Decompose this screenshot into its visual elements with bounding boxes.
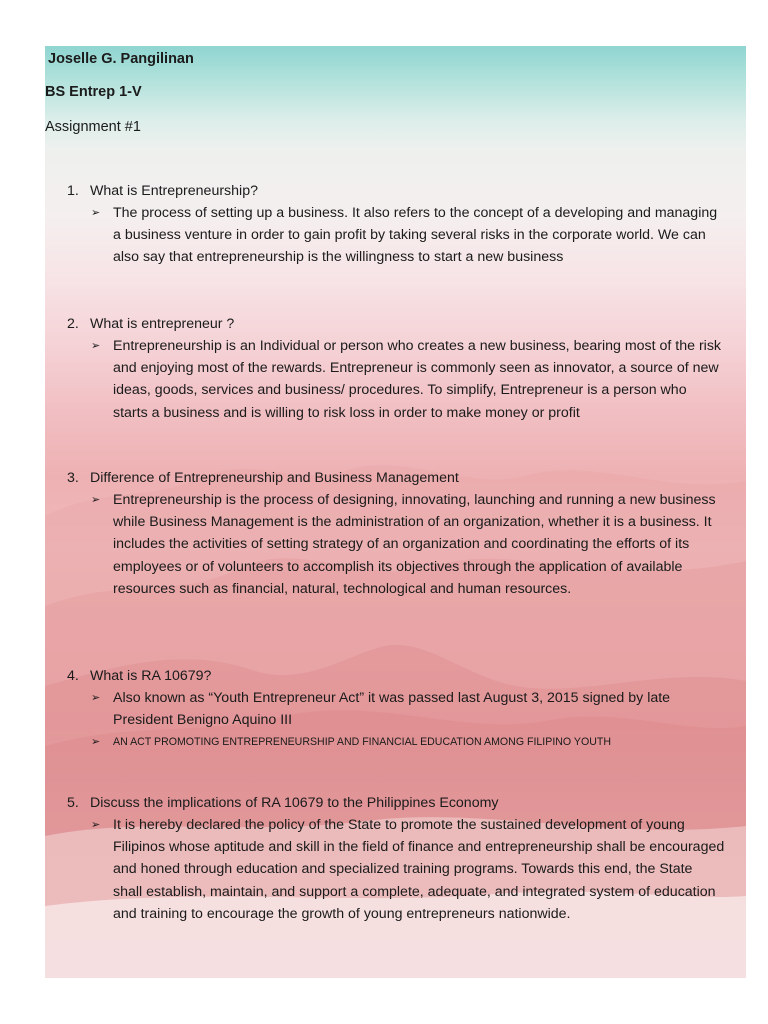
question-text: What is RA 10679? bbox=[90, 668, 212, 684]
answer bbox=[45, 814, 735, 925]
answer bbox=[45, 489, 735, 600]
question-text: What is entrepreneur ? bbox=[90, 316, 235, 332]
item-number: 2. bbox=[67, 316, 79, 332]
list-item bbox=[45, 180, 735, 269]
question bbox=[45, 467, 735, 489]
answer bbox=[45, 687, 735, 731]
answer-text: The process of setting up a business. It also refers to the concept of a developing and managing a business venture in order to gain profit by taking several risks in the corporate world. We can also say that entrepreneurship is the willingness to start a new business bbox=[113, 205, 718, 266]
arrow-bullet-icon: ➢ bbox=[91, 340, 101, 352]
answer-act-title bbox=[45, 731, 735, 753]
item-number: 4. bbox=[67, 668, 79, 684]
answer-text: Also known as “Youth Entrepreneur Act” it was passed last August 3, 2015 signed by late President Benigno Aquino III bbox=[113, 690, 671, 729]
item-number: 5. bbox=[67, 795, 79, 811]
question-text: What is Entrepreneurship? bbox=[90, 183, 258, 199]
list-item bbox=[45, 665, 735, 753]
answer bbox=[45, 202, 735, 269]
assignment-title: Assignment #1 bbox=[45, 119, 141, 135]
list-item bbox=[45, 313, 735, 424]
arrow-bullet-icon: ➢ bbox=[91, 736, 101, 749]
answer-text: Entrepreneurship is the process of designing, innovating, launching and running a new business while Business Management is the administration of an organization, whether it is a business. It includes the activities of setting strategy of an organization and coordinating the efforts of its employees or of volunteers to accomplish its objectives through the application of available resources such as financial, natural, technological and human resources. bbox=[113, 492, 716, 597]
course-section: BS Entrep 1-V bbox=[45, 84, 142, 100]
arrow-bullet-icon: ➢ bbox=[91, 494, 101, 506]
arrow-bullet-icon: ➢ bbox=[91, 692, 101, 704]
answer-text: It is hereby declared the policy of the State to promote the sustained development of young Filipinos whose aptitude and skill in the field of finance and entrepreneurship shall be encouraged and honed through education and specialized training programs. Towards this end, the State shall establish, maintain, and support a complete, adequate, and integrated system of education and training to encourage the growth of young entrepreneurs nationwide. bbox=[113, 817, 725, 922]
arrow-bullet-icon: ➢ bbox=[91, 207, 101, 219]
question-text: Difference of Entrepreneurship and Business Management bbox=[90, 470, 459, 486]
item-number: 1. bbox=[67, 183, 79, 199]
question-text: Discuss the implications of RA 10679 to the Philippines Economy bbox=[90, 795, 499, 811]
list-item bbox=[45, 792, 735, 925]
question bbox=[45, 180, 735, 202]
list-item bbox=[45, 467, 735, 600]
question bbox=[45, 665, 735, 687]
answer-text: AN ACT PROMOTING ENTREPRENEURSHIP AND FINANCIAL EDUCATION AMONG FILIPINO YOUTH bbox=[113, 736, 611, 749]
question bbox=[45, 313, 735, 335]
answer-text: Entrepreneurship is an Individual or person who creates a new business, bearing most of the risk and enjoying most of the rewards. Entrepreneur is commonly seen as innovator, a source of new ideas, goods, services and business/ procedures. To simplify, Entrepreneur is a person who starts a business and is willing to risk loss in order to make money or profit bbox=[113, 338, 722, 421]
document-content bbox=[45, 46, 746, 978]
student-name: Joselle G. Pangilinan bbox=[48, 51, 194, 67]
answer bbox=[45, 335, 735, 424]
question bbox=[45, 792, 735, 814]
document-page bbox=[45, 46, 746, 978]
arrow-bullet-icon: ➢ bbox=[91, 819, 101, 831]
item-number: 3. bbox=[67, 470, 79, 486]
